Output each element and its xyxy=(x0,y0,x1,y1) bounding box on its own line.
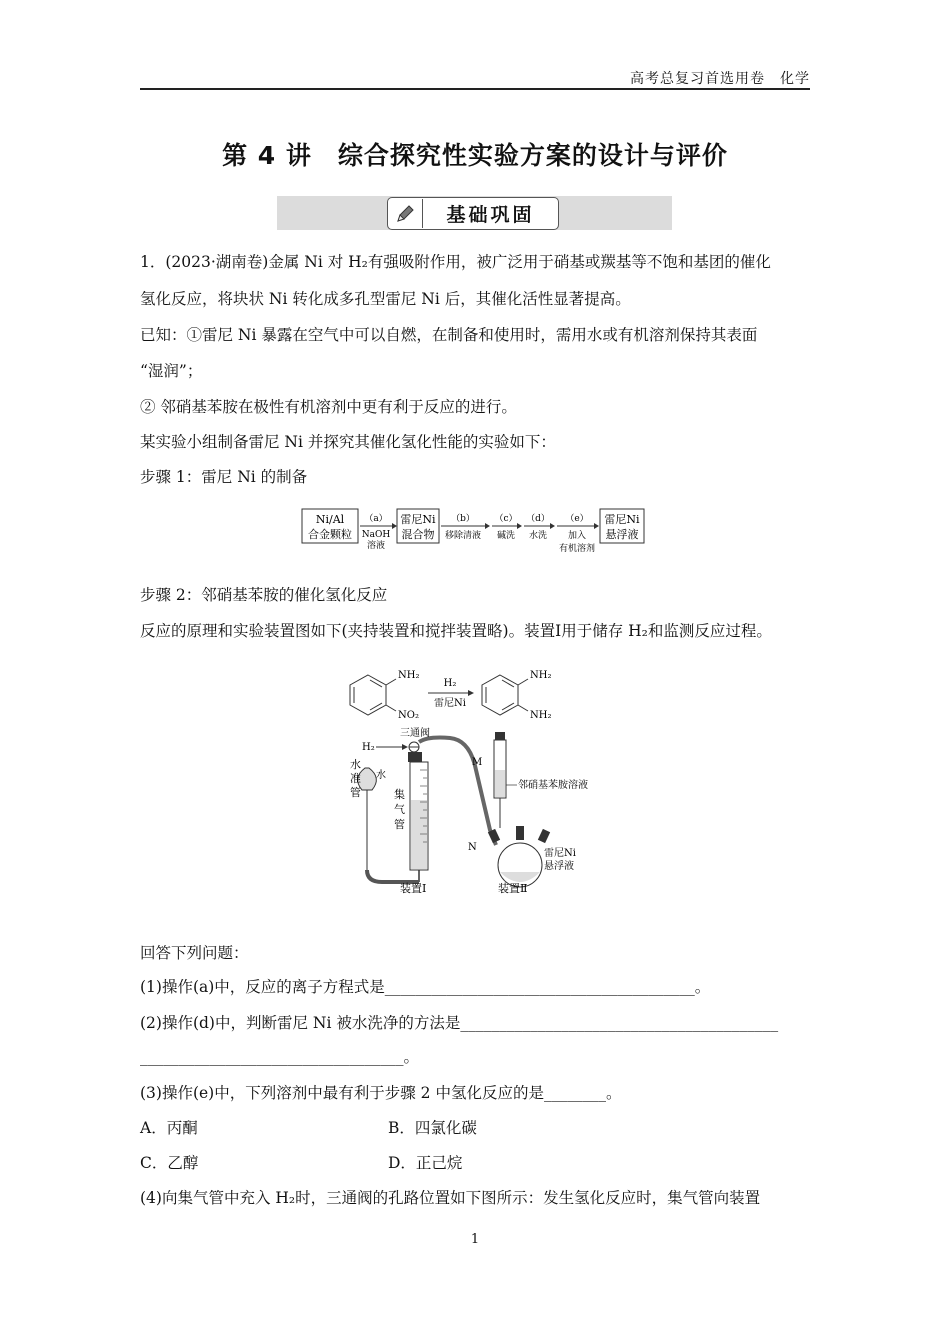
reaction-catalyst: 雷尼Ni xyxy=(434,698,466,709)
rubber-tube xyxy=(367,870,419,882)
flow-c-below: 碱洗 xyxy=(496,531,516,541)
label-water: 水 xyxy=(376,770,386,781)
flow-box1-line2: 合金颗粒 xyxy=(308,528,352,541)
sub-question-2a: (2)操作(d)中，判断雷尼 Ni 被水洗净的方法是_________________________________________ xyxy=(140,1014,779,1032)
label-device-2: 装置Ⅱ xyxy=(498,882,528,895)
connecting-tube xyxy=(419,738,496,846)
label-device-1: 装置Ⅰ xyxy=(400,882,427,895)
flow-box2-line2: 混合物 xyxy=(401,528,435,541)
section-label: 基础巩固 xyxy=(446,204,535,226)
sub-question-2b: __________________________________。 xyxy=(140,1048,420,1066)
q1-line1: 1．(2023·湖南卷)金属 Ni 对 H₂有强吸附作用，被广泛用于硝基或羰基等不饱和基团的催化 xyxy=(140,253,771,271)
answer-intro: 回答下列问题： xyxy=(140,944,249,962)
q1-intro: 某实验小组制备雷尼 Ni 并探究其催化氢化性能的实验如下： xyxy=(140,433,556,451)
label-water-tube-1: 水 xyxy=(350,758,361,771)
sub-question-4: (4)向集气管中充入 H₂时，三通阀的孔路位置如下图所示：发生氢化反应时，集气管向装置 xyxy=(140,1189,761,1207)
header-text: 高考总复习首选用卷 化学 xyxy=(630,71,810,87)
preparation-flow-diagram xyxy=(300,505,650,565)
sub-question-1: (1)操作(a)中，反应的离子方程式是________________________________________。 xyxy=(140,978,711,996)
flow-a-below-1: NaOH xyxy=(361,530,391,540)
label-suspension-1: 雷尼Ni xyxy=(544,848,576,859)
page-header xyxy=(140,66,810,90)
pencil-icon xyxy=(388,199,423,228)
label-gas-tube-3: 管 xyxy=(394,818,405,831)
label-n: N xyxy=(468,842,477,853)
flow-d-label: （d） xyxy=(526,514,550,524)
label-m: M xyxy=(472,757,483,768)
flow-box3-line1: 雷尼Ni xyxy=(604,513,640,526)
section-badge xyxy=(387,197,559,230)
q1-known2: “湿润”； xyxy=(140,362,203,380)
step1-heading: 步骤 1：雷尼 Ni 的制备 xyxy=(140,468,308,486)
step2-heading: 步骤 2：邻硝基苯胺的催化氢化反应 xyxy=(140,586,388,604)
flow-b-label: （b） xyxy=(451,514,475,524)
option-c: C．乙醇 xyxy=(140,1154,199,1172)
reactant-ring xyxy=(350,675,386,715)
flow-a-label: （a） xyxy=(364,514,388,524)
flow-a-below-2: 溶液 xyxy=(366,541,386,551)
flow-box3-line2: 悬浮液 xyxy=(605,528,639,541)
reaction-h2: H₂ xyxy=(443,678,457,689)
label-water-tube-3: 管 xyxy=(350,786,361,799)
reactant-nh2: NH₂ xyxy=(398,670,420,681)
label-solution: 邻硝基苯胺溶液 xyxy=(518,780,588,791)
reaction-apparatus-diagram xyxy=(340,660,610,905)
section-banner xyxy=(277,196,672,230)
label-gas-tube-2: 气 xyxy=(394,803,405,816)
label-gas-tube-1: 集 xyxy=(394,788,405,801)
option-d: D．正己烷 xyxy=(388,1154,463,1172)
label-three-way-valve: 三通阀 xyxy=(400,728,430,739)
label-water-tube-2: 准 xyxy=(350,772,361,785)
flow-e-below-1: 加入 xyxy=(567,531,587,541)
option-b: B．四氯化碳 xyxy=(388,1119,477,1137)
option-a: A．丙酮 xyxy=(140,1119,198,1137)
product-nh2-top: NH₂ xyxy=(530,670,552,681)
flow-box2-line1: 雷尼Ni xyxy=(400,513,436,526)
page-title: 第 4 讲 综合探究性实验方案的设计与评价 xyxy=(222,141,728,170)
q1-known1: 已知：①雷尼 Ni 暴露在空气中可以自燃，在制备和使用时，需用水或有机溶剂保持其表面 xyxy=(140,326,758,344)
principle-text: 反应的原理和实验装置图如下(夹持装置和搅拌装置略)。装置Ⅰ用于储存 H₂和监测反应过程。 xyxy=(140,622,772,640)
flow-e-below-2: 有机溶剂 xyxy=(558,544,596,554)
flow-c-label: （c） xyxy=(494,514,518,524)
q1-known3: ② 邻硝基苯胺在极性有机溶剂中更有利于反应的进行。 xyxy=(140,398,517,416)
product-ring xyxy=(482,675,518,715)
flow-e-label: （e） xyxy=(565,514,589,524)
flow-box1-line1: Ni/Al xyxy=(315,513,345,526)
q1-line2: 氢化反应，将块状 Ni 转化成多孔型雷尼 Ni 后，其催化活性显著提高。 xyxy=(140,290,631,308)
flow-b-below: 移除清液 xyxy=(444,531,482,541)
page-number: 1 xyxy=(470,1232,480,1247)
reactant-no2: NO₂ xyxy=(398,710,419,721)
label-h2-inlet: H₂ xyxy=(362,742,375,753)
flow-d-below: 水洗 xyxy=(528,531,548,541)
sub-question-3: (3)操作(e)中，下列溶剂中最有利于步骤 2 中氢化反应的是________。 xyxy=(140,1084,622,1102)
label-suspension-2: 悬浮液 xyxy=(544,861,574,872)
product-nh2-bottom: NH₂ xyxy=(530,710,552,721)
